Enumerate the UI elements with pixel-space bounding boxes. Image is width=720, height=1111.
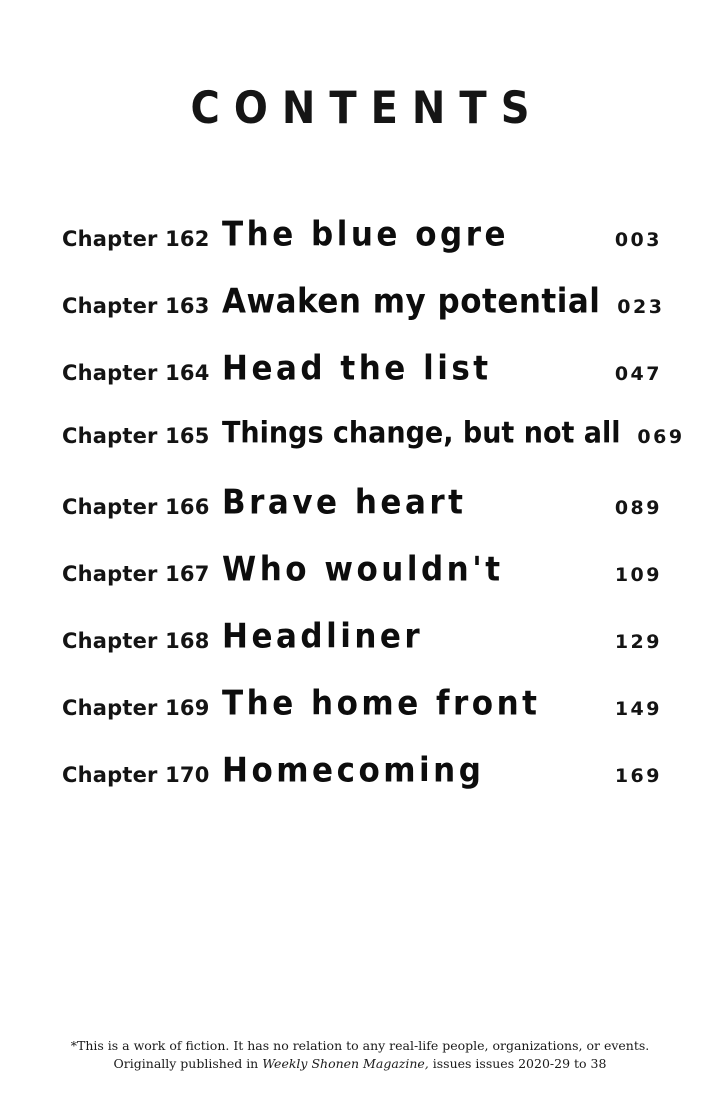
- list-item[interactable]: [62, 684, 662, 754]
- chapter-page-number: 109: [614, 564, 662, 586]
- chapter-page-number: 089: [614, 497, 662, 519]
- chapter-title: Brave heart: [222, 483, 467, 522]
- chapter-number: Chapter 164: [62, 361, 210, 385]
- footnote-prefix: Originally published in: [113, 1055, 263, 1071]
- chapter-number: Chapter 168: [62, 629, 210, 653]
- footnote: [0, 1037, 720, 1073]
- chapter-page-number: 069: [637, 426, 685, 448]
- chapter-title: Who wouldn't: [222, 550, 504, 589]
- chapter-number: Chapter 169: [62, 696, 210, 720]
- chapter-number: Chapter 163: [62, 294, 210, 318]
- list-item[interactable]: [62, 550, 662, 620]
- chapter-page-number: 003: [614, 229, 662, 251]
- footnote-line-2: [0, 1055, 720, 1073]
- chapter-number: Chapter 167: [62, 562, 210, 586]
- list-item[interactable]: [62, 416, 685, 486]
- list-item[interactable]: [62, 349, 662, 419]
- chapter-title: Awaken my potential: [222, 282, 601, 321]
- footnote-publication: Weekly Shonen Magazine,: [262, 1055, 429, 1071]
- list-item[interactable]: [62, 751, 662, 821]
- list-item[interactable]: [62, 282, 665, 352]
- table-of-contents: [0, 215, 720, 821]
- chapter-title: Head the list: [222, 349, 492, 388]
- list-item[interactable]: [62, 483, 662, 553]
- chapter-number: Chapter 162: [62, 227, 210, 251]
- chapter-title: The blue ogre: [222, 215, 510, 254]
- chapter-number: Chapter 165: [62, 424, 210, 448]
- chapter-title: The home front: [222, 684, 541, 723]
- chapter-number: Chapter 166: [62, 495, 210, 519]
- footnote-suffix: issues issues 2020-29 to 38: [428, 1055, 607, 1071]
- footnote-line-1: *This is a work of fiction. It has no relation to any real-life people, organizations, or events.: [70, 1037, 650, 1053]
- chapter-page-number: 129: [614, 631, 662, 653]
- chapter-title: Homecoming: [222, 751, 485, 790]
- page-title: CONTENTS: [190, 82, 544, 135]
- chapter-number: Chapter 170: [62, 763, 210, 787]
- contents-page: [0, 82, 720, 1111]
- chapter-page-number: 169: [614, 765, 662, 787]
- chapter-page-number: 047: [614, 363, 662, 385]
- chapter-title: Headliner: [222, 617, 424, 656]
- chapter-page-number: 023: [617, 296, 665, 318]
- chapter-title: Things change, but not all: [222, 416, 621, 450]
- chapter-page-number: 149: [614, 698, 662, 720]
- list-item[interactable]: [62, 215, 662, 285]
- list-item[interactable]: [62, 617, 662, 687]
